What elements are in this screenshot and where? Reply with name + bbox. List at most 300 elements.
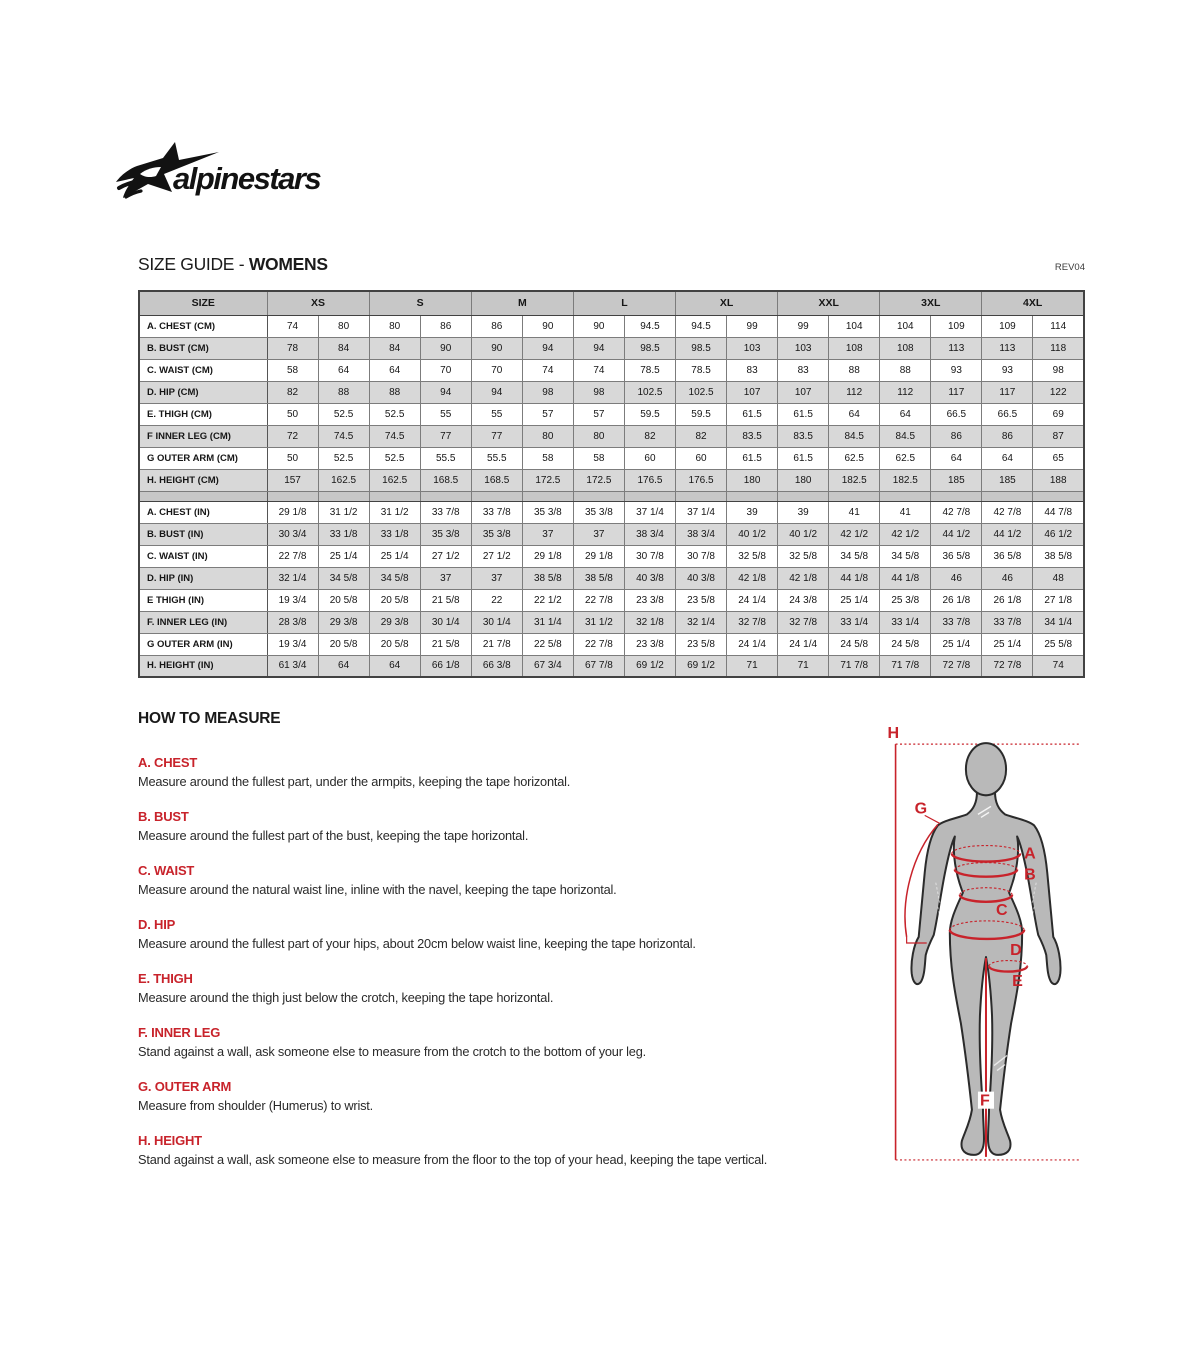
size-value-cell: 64	[829, 403, 880, 425]
size-value-cell: 32 5/8	[727, 545, 778, 567]
size-column-header: 3XL	[880, 291, 982, 315]
size-value-cell: 31 1/4	[522, 611, 573, 633]
measure-item-description: Measure around the fullest part of your hips, about 20cm below waist line, keeping the tape horizontal.	[138, 935, 696, 951]
size-value-cell: 118	[1033, 337, 1084, 359]
size-value-cell: 19 3/4	[267, 589, 318, 611]
size-value-cell: 98	[573, 381, 624, 403]
size-value-cell: 98	[522, 381, 573, 403]
size-value-cell: 33 1/4	[880, 611, 931, 633]
size-value-cell: 98	[1033, 359, 1084, 381]
size-value-cell: 80	[573, 425, 624, 447]
measure-item	[138, 755, 874, 790]
size-value-cell: 107	[778, 381, 829, 403]
measure-item-title: B. BUST	[138, 808, 189, 824]
size-value-cell: 42 1/2	[829, 523, 880, 545]
size-value-cell: 117	[931, 381, 982, 403]
size-table-row	[139, 359, 1084, 381]
page-title-prefix: SIZE GUIDE -	[138, 254, 245, 274]
size-value-cell: 26 1/8	[982, 589, 1033, 611]
alpinestars-logo	[113, 138, 349, 202]
size-value-cell: 82	[624, 425, 675, 447]
size-value-cell: 82	[267, 381, 318, 403]
size-value-cell: 41	[880, 501, 931, 523]
size-value-cell: 29 1/8	[267, 501, 318, 523]
size-value-cell: 57	[573, 403, 624, 425]
size-value-cell: 180	[778, 469, 829, 491]
size-value-cell: 34 5/8	[829, 545, 880, 567]
measure-item-title: G. OUTER ARM	[138, 1078, 232, 1094]
label-c: C	[996, 900, 1008, 919]
size-value-cell: 80	[318, 315, 369, 337]
size-value-cell: 84.5	[880, 425, 931, 447]
size-value-cell: 60	[676, 447, 727, 469]
size-value-cell: 99	[727, 315, 778, 337]
size-value-cell: 37 1/4	[624, 501, 675, 523]
measure-item-description: Measure around the thigh just below the crotch, keeping the tape horizontal.	[138, 989, 554, 1005]
size-value-cell: 109	[931, 315, 982, 337]
size-value-cell: 44 1/8	[880, 567, 931, 589]
measure-item	[138, 971, 874, 1006]
size-value-cell: 69 1/2	[624, 655, 675, 677]
measure-item-title: A. CHEST	[138, 755, 198, 770]
size-table-row	[139, 589, 1084, 611]
size-value-cell: 20 5/8	[369, 589, 420, 611]
size-value-cell: 83	[727, 359, 778, 381]
size-value-cell: 50	[267, 403, 318, 425]
measure-item-title: F. INNER LEG	[138, 1024, 221, 1040]
size-value-cell: 37	[420, 567, 471, 589]
label-a: A	[1024, 844, 1036, 863]
size-value-cell: 42 1/8	[727, 567, 778, 589]
size-column-header: 4XL	[982, 291, 1084, 315]
separator-cell	[676, 491, 727, 501]
how-to-measure-heading: HOW TO MEASURE	[138, 710, 281, 727]
size-value-cell: 32 1/8	[624, 611, 675, 633]
size-value-cell: 70	[471, 359, 522, 381]
measure-item-title: C. WAIST	[138, 862, 195, 878]
size-value-cell: 109	[982, 315, 1033, 337]
size-value-cell: 34 5/8	[369, 567, 420, 589]
size-value-cell: 59.5	[676, 403, 727, 425]
size-column-header: M	[471, 291, 573, 315]
size-value-cell: 44 1/2	[931, 523, 982, 545]
size-value-cell: 25 1/4	[982, 633, 1033, 655]
row-label: H. HEIGHT (IN)	[139, 655, 267, 677]
size-value-cell: 24 1/4	[727, 589, 778, 611]
size-value-cell: 35 3/8	[471, 523, 522, 545]
size-value-cell: 94.5	[676, 315, 727, 337]
size-value-cell: 60	[624, 447, 675, 469]
size-value-cell: 24 5/8	[880, 633, 931, 655]
label-b: B	[1024, 865, 1036, 884]
separator-cell	[1033, 491, 1084, 501]
size-value-cell: 74.5	[369, 425, 420, 447]
size-value-cell: 113	[931, 337, 982, 359]
size-column-header: XXL	[778, 291, 880, 315]
size-value-cell: 34 5/8	[318, 567, 369, 589]
size-value-cell: 77	[420, 425, 471, 447]
size-value-cell: 25 5/8	[1033, 633, 1084, 655]
row-label: H. HEIGHT (CM)	[139, 469, 267, 491]
size-value-cell: 37 1/4	[676, 501, 727, 523]
measurement-figure	[878, 724, 1100, 1176]
size-value-cell: 61.5	[778, 447, 829, 469]
size-value-cell: 29 1/8	[573, 545, 624, 567]
size-value-cell: 24 1/4	[727, 633, 778, 655]
size-value-cell: 182.5	[829, 469, 880, 491]
size-value-cell: 25 1/4	[318, 545, 369, 567]
size-value-cell: 104	[829, 315, 880, 337]
size-value-cell: 112	[829, 381, 880, 403]
size-value-cell: 77	[471, 425, 522, 447]
size-value-cell: 30 7/8	[624, 545, 675, 567]
size-value-cell: 52.5	[369, 403, 420, 425]
measure-item-description: Measure around the fullest part of the bust, keeping the tape horizontal.	[138, 827, 529, 843]
size-table-header-row	[139, 291, 1084, 315]
label-g: G	[914, 799, 928, 818]
size-value-cell: 74	[267, 315, 318, 337]
size-value-cell: 58	[267, 359, 318, 381]
size-value-cell: 36 5/8	[931, 545, 982, 567]
size-value-cell: 90	[420, 337, 471, 359]
size-value-cell: 30 1/4	[420, 611, 471, 633]
size-value-cell: 66.5	[931, 403, 982, 425]
size-value-cell: 57	[522, 403, 573, 425]
measure-item-title: E. THIGH	[138, 970, 193, 986]
size-value-cell: 71 7/8	[829, 655, 880, 677]
size-value-cell: 27 1/2	[471, 545, 522, 567]
size-value-cell: 22 7/8	[267, 545, 318, 567]
size-value-cell: 72	[267, 425, 318, 447]
size-table-row	[139, 447, 1084, 469]
separator-cell	[573, 491, 624, 501]
size-table-row	[139, 655, 1084, 677]
size-value-cell: 103	[778, 337, 829, 359]
logo-wordmark: alpinestars	[173, 161, 321, 196]
size-value-cell: 44 1/8	[829, 567, 880, 589]
size-column-header: S	[369, 291, 471, 315]
size-value-cell: 80	[369, 315, 420, 337]
size-value-cell: 35 3/8	[420, 523, 471, 545]
size-value-cell: 29 1/8	[522, 545, 573, 567]
size-value-cell: 21 7/8	[471, 633, 522, 655]
measure-item	[138, 917, 874, 952]
size-value-cell: 38 3/4	[624, 523, 675, 545]
size-value-cell: 42 1/8	[778, 567, 829, 589]
size-column-header: XS	[267, 291, 369, 315]
size-value-cell: 24 5/8	[829, 633, 880, 655]
size-value-cell: 61.5	[727, 447, 778, 469]
label-e: E	[1012, 972, 1023, 991]
size-value-cell: 69	[1033, 403, 1084, 425]
size-value-cell: 59.5	[624, 403, 675, 425]
row-label: C. WAIST (IN)	[139, 545, 267, 567]
label-h: H	[887, 724, 900, 743]
size-value-cell: 25 1/4	[931, 633, 982, 655]
size-value-cell: 66 1/8	[420, 655, 471, 677]
size-value-cell: 71	[727, 655, 778, 677]
separator-cell	[727, 491, 778, 501]
size-value-cell: 34 1/4	[1033, 611, 1084, 633]
size-value-cell: 94.5	[624, 315, 675, 337]
size-value-cell: 107	[727, 381, 778, 403]
size-table-row	[139, 469, 1084, 491]
size-value-cell: 64	[318, 359, 369, 381]
size-value-cell: 27 1/2	[420, 545, 471, 567]
size-value-cell: 67 7/8	[573, 655, 624, 677]
separator-cell	[471, 491, 522, 501]
size-value-cell: 94	[573, 337, 624, 359]
size-value-cell: 67 3/4	[522, 655, 573, 677]
size-value-cell: 52.5	[369, 447, 420, 469]
row-label: F. INNER LEG (IN)	[139, 611, 267, 633]
size-value-cell: 74	[573, 359, 624, 381]
size-value-cell: 32 1/4	[676, 611, 727, 633]
size-value-cell: 61.5	[778, 403, 829, 425]
size-value-cell: 72 7/8	[931, 655, 982, 677]
size-value-cell: 42 1/2	[880, 523, 931, 545]
size-value-cell: 50	[267, 447, 318, 469]
size-value-cell: 23 3/8	[624, 633, 675, 655]
measure-item-description: Measure around the fullest part, under the armpits, keeping the tape horizontal.	[138, 774, 571, 789]
size-value-cell: 80	[522, 425, 573, 447]
size-table-row	[139, 381, 1084, 403]
row-label: B. BUST (CM)	[139, 337, 267, 359]
separator-cell	[369, 491, 420, 501]
size-table-row	[139, 337, 1084, 359]
size-value-cell: 21 5/8	[420, 589, 471, 611]
size-value-cell: 162.5	[318, 469, 369, 491]
size-value-cell: 33 1/8	[318, 523, 369, 545]
size-value-cell: 74	[522, 359, 573, 381]
size-value-cell: 46	[931, 567, 982, 589]
size-value-cell: 29 3/8	[318, 611, 369, 633]
size-value-cell: 157	[267, 469, 318, 491]
unit-separator-row	[139, 491, 1084, 501]
size-value-cell: 90	[573, 315, 624, 337]
size-value-cell: 40 3/8	[676, 567, 727, 589]
row-label: C. WAIST (CM)	[139, 359, 267, 381]
size-value-cell: 25 1/4	[369, 545, 420, 567]
size-value-cell: 93	[931, 359, 982, 381]
size-column-header: L	[573, 291, 675, 315]
size-value-cell: 33 7/8	[420, 501, 471, 523]
size-value-cell: 108	[880, 337, 931, 359]
size-value-cell: 112	[880, 381, 931, 403]
size-column-header: XL	[676, 291, 778, 315]
size-value-cell: 84	[369, 337, 420, 359]
size-value-cell: 102.5	[624, 381, 675, 403]
separator-cell	[982, 491, 1033, 501]
size-value-cell: 44 7/8	[1033, 501, 1084, 523]
size-value-cell: 28 3/8	[267, 611, 318, 633]
size-value-cell: 88	[880, 359, 931, 381]
size-value-cell: 36 5/8	[982, 545, 1033, 567]
size-value-cell: 33 1/8	[369, 523, 420, 545]
size-value-cell: 19 3/4	[267, 633, 318, 655]
size-value-cell: 23 3/8	[624, 589, 675, 611]
size-value-cell: 20 5/8	[318, 589, 369, 611]
size-value-cell: 176.5	[624, 469, 675, 491]
size-value-cell: 180	[727, 469, 778, 491]
size-value-cell: 94	[420, 381, 471, 403]
size-value-cell: 55	[420, 403, 471, 425]
size-value-cell: 20 5/8	[369, 633, 420, 655]
size-value-cell: 25 1/4	[829, 589, 880, 611]
size-value-cell: 86	[471, 315, 522, 337]
page-title	[138, 254, 328, 275]
size-value-cell: 34 5/8	[880, 545, 931, 567]
size-table-row	[139, 501, 1084, 523]
size-value-cell: 21 5/8	[420, 633, 471, 655]
size-value-cell: 182.5	[880, 469, 931, 491]
size-value-cell: 78	[267, 337, 318, 359]
size-value-cell: 83.5	[778, 425, 829, 447]
size-value-cell: 83.5	[727, 425, 778, 447]
size-value-cell: 87	[1033, 425, 1084, 447]
size-value-cell: 37	[522, 523, 573, 545]
size-value-cell: 72 7/8	[982, 655, 1033, 677]
size-value-cell: 32 1/4	[267, 567, 318, 589]
size-value-cell: 42 7/8	[982, 501, 1033, 523]
size-value-cell: 20 5/8	[318, 633, 369, 655]
size-value-cell: 22 7/8	[573, 633, 624, 655]
size-value-cell: 40 3/8	[624, 567, 675, 589]
size-value-cell: 185	[982, 469, 1033, 491]
size-table	[138, 290, 1085, 678]
size-value-cell: 71	[778, 655, 829, 677]
size-value-cell: 31 1/2	[318, 501, 369, 523]
size-value-cell: 69 1/2	[676, 655, 727, 677]
size-value-cell: 102.5	[676, 381, 727, 403]
size-value-cell: 31 1/2	[573, 611, 624, 633]
size-value-cell: 52.5	[318, 403, 369, 425]
separator-cell	[829, 491, 880, 501]
size-value-cell: 82	[676, 425, 727, 447]
size-value-cell: 44 1/2	[982, 523, 1033, 545]
size-value-cell: 42 7/8	[931, 501, 982, 523]
size-value-cell: 41	[829, 501, 880, 523]
size-header-label: SIZE	[139, 291, 267, 315]
size-value-cell: 162.5	[369, 469, 420, 491]
separator-cell	[420, 491, 471, 501]
size-value-cell: 38 5/8	[573, 567, 624, 589]
separator-cell	[522, 491, 573, 501]
size-value-cell: 172.5	[522, 469, 573, 491]
size-value-cell: 58	[573, 447, 624, 469]
size-value-cell: 30 7/8	[676, 545, 727, 567]
size-value-cell: 168.5	[420, 469, 471, 491]
size-value-cell: 39	[778, 501, 829, 523]
size-value-cell: 48	[1033, 567, 1084, 589]
size-value-cell: 172.5	[573, 469, 624, 491]
size-value-cell: 104	[880, 315, 931, 337]
size-value-cell: 185	[931, 469, 982, 491]
title-row	[138, 254, 1085, 275]
measure-item	[138, 1133, 874, 1168]
size-value-cell: 22 5/8	[522, 633, 573, 655]
size-value-cell: 32 5/8	[778, 545, 829, 567]
row-label: F INNER LEG (CM)	[139, 425, 267, 447]
size-value-cell: 25 3/8	[880, 589, 931, 611]
size-value-cell: 33 7/8	[982, 611, 1033, 633]
size-value-cell: 55.5	[420, 447, 471, 469]
size-value-cell: 24 1/4	[778, 633, 829, 655]
row-label: D. HIP (CM)	[139, 381, 267, 403]
size-value-cell: 86	[931, 425, 982, 447]
size-value-cell: 35 3/8	[573, 501, 624, 523]
measure-item	[138, 1079, 874, 1114]
size-value-cell: 74.5	[318, 425, 369, 447]
size-value-cell: 83	[778, 359, 829, 381]
size-value-cell: 22 1/2	[522, 589, 573, 611]
size-value-cell: 99	[778, 315, 829, 337]
separator-cell	[624, 491, 675, 501]
row-label: E. THIGH (CM)	[139, 403, 267, 425]
size-value-cell: 30 1/4	[471, 611, 522, 633]
label-f: F	[979, 1091, 990, 1110]
size-table-row	[139, 403, 1084, 425]
size-value-cell: 70	[420, 359, 471, 381]
size-value-cell: 122	[1033, 381, 1084, 403]
size-value-cell: 74	[1033, 655, 1084, 677]
separator-cell	[267, 491, 318, 501]
size-value-cell: 64	[369, 359, 420, 381]
size-value-cell: 22	[471, 589, 522, 611]
label-d: D	[1010, 941, 1022, 960]
separator-cell	[139, 491, 267, 501]
size-value-cell: 78.5	[676, 359, 727, 381]
size-value-cell: 108	[829, 337, 880, 359]
size-table-row	[139, 545, 1084, 567]
measure-item-description: Measure around the natural waist line, inline with the navel, keeping the tape horizontal.	[138, 881, 617, 897]
size-value-cell: 37	[573, 523, 624, 545]
size-value-cell: 64	[931, 447, 982, 469]
size-value-cell: 39	[727, 501, 778, 523]
row-label: A. CHEST (CM)	[139, 315, 267, 337]
size-table-row	[139, 611, 1084, 633]
size-value-cell: 35 3/8	[522, 501, 573, 523]
measure-item-description: Stand against a wall, ask someone else to measure from the crotch to the bottom of your leg.	[138, 1043, 646, 1059]
size-table-body	[139, 315, 1084, 677]
size-value-cell: 33 7/8	[471, 501, 522, 523]
size-value-cell: 46 1/2	[1033, 523, 1084, 545]
size-value-cell: 55	[471, 403, 522, 425]
size-value-cell: 40 1/2	[778, 523, 829, 545]
separator-cell	[880, 491, 931, 501]
size-value-cell: 38 5/8	[1033, 545, 1084, 567]
size-table-row	[139, 315, 1084, 337]
how-to-measure-section	[138, 710, 874, 1187]
size-value-cell: 64	[369, 655, 420, 677]
size-value-cell: 86	[420, 315, 471, 337]
size-value-cell: 30 3/4	[267, 523, 318, 545]
size-value-cell: 94	[522, 337, 573, 359]
page-title-emphasis: WOMENS	[248, 254, 328, 274]
size-table-row	[139, 425, 1084, 447]
size-value-cell: 38 5/8	[522, 567, 573, 589]
size-value-cell: 98.5	[676, 337, 727, 359]
size-value-cell: 32 7/8	[778, 611, 829, 633]
size-value-cell: 55.5	[471, 447, 522, 469]
separator-cell	[931, 491, 982, 501]
size-value-cell: 84.5	[829, 425, 880, 447]
size-value-cell: 32 7/8	[727, 611, 778, 633]
size-table-row	[139, 523, 1084, 545]
revision-label: REV04	[1054, 262, 1085, 273]
size-value-cell: 64	[880, 403, 931, 425]
size-value-cell: 90	[522, 315, 573, 337]
